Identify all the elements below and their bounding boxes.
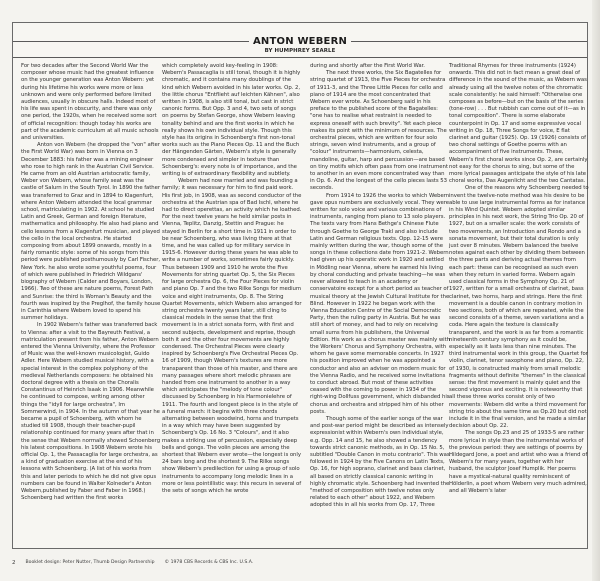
article-byline: BY HUMPHREY SEARLE (264, 48, 336, 54)
article-title: ANTON WEBERN (252, 35, 348, 47)
title-rule-left (13, 41, 249, 42)
paragraph: Traditional Rhymes for three instruments (1924) onwards. This did not in fact mean a great deal of difference in the sound of the music, as Webern was already using all the twelve notes of the chromatic scale consistently: he said himself: "Otherwise one composes as before—but on the basis of the series (tone-row) . . . But rubbish can come out of it—as in tonal composition". There is some elaborate counterpoint in Op. 17 and some expressive vocal writing in Op. 18, Three Songs for voice, E flat clarinet and guitar (1925). Op. 19 (1926) consists of two choral settings of Goethe poems with an accompaniment of five instruments. These, Webern's first choral works since Op. 2, are certainly not easy for the chorus to sing, but some of the more lyrical passages anticipate the style of his late choral works, Das Augenlicht and the two Cantatas. (449, 63, 588, 185)
design-credits: Booklet design: Peter Nutter, Thumb Design Partnership (25, 560, 155, 565)
paragraph: Though some of the earlier songs of the war and post-war period might be described as intensely expressionist within Webern's own individual style, e.g. Opp. 14 and 15, he also showed a tendency towards strict canonic methods, as in Op. 15 No. 5, subtitled "Double Canon in motu contrario". This was followed in 1924 by the Five Canons on Latin Texts, Op. 16, for high soprano, clarinet and bass clarinet, all based on strictly classical canonic writing in highly chromatic style. Schoenberg had invented the "method of composition with twelve notes only related to each other" about 1922, and Webern adopted this in all his works from Op. 17, Three (310, 415, 450, 509)
text-column-3 (310, 63, 450, 510)
paragraph: The next three works, the Six Bagatelles for string quartet of 1913, the Five Pieces for orchestra of 1911-3, and the Three Little Pieces for cello and piano of 1914 are the most concentrated that Webern ever wrote. As Schoenberg said in his preface to the published score of the Bagatelles: "one has to realise what restraint is needed to express oneself with such brevity". Yet each piece makes its point with the minimum of resources. The orchestral pieces, which are written for four solo strings, seven wind instruments, and a group of "colour" instruments—harmonium, celesta, mandoline, guitar, harp and percussion—are based on tiny motifs which often pass from one instrument to another in an even more concentrated way than in Op. 6. And the longest of the cello pieces lasts 53 seconds. (310, 70, 448, 192)
paragraph: For two decades after the Second World War the composer whose music had the greatest influence on the younger generation was Anton Webern: yet during his lifetime his works were more or less unknown and were only performed before limited audiences, usually in obscure halls. Indeed most of his life was spent in obscurity, and there was only one period, the 1920s, when he received some sort of official recognition: though today his works are part of the academic curriculum at all music schools and universities. (21, 63, 159, 142)
paragraph: Webern had now married and was founding a family; it was necessary for him to find paid work. His first job, in 1908, was as second conductor of the orchestra at the Austrian spa of Bad Ischl, where he had to direct operettas, an activity which he loathed. For the next twelve years he held similar posts in Vienna, Teplitz, Danzig, Stettin and Prague: he stayed in Berlin for a short time in 1911 in order to be near Schoenberg, who was living there at that time, and he was called up for military service in 1915-6. However during these years he was able to write a number of works, sometimes fairly quickly. Thus between 1909 and 1910 he wrote the Five Movements for string quartet Op. 5, the Six Pieces for large orchestra Op. 6, the Four Pieces for violin and piano Op. 7 and the two Rilke Songs for medium voice and eight instruments, Op. 8. The String Quartet Movements, which Webern also arranged for string orchestra twenty years later, still cling to classical models in the sense that the first movement is in a strict sonata form, with first and second subjects, development and reprise, though both it and the other four movements are highly condensed. The Orchestral Pieces were clearly inspired by Schoenberg's Five Orchestral Pieces Op. 16 of 1909, though Webern's textures are more transparent than those of his master, and there are many passages where short melodic phrases are handed from one instrument to another in a way which anticipates the "melody of tone colour" discussed by Schoenberg in his Harmonielehre of 1911. The fourth and longest piece is in the style of a funeral march: it begins with three chords alternating between woodwind, horns and trumpets in a way which may have been suggested by Schoenberg's Op. 16 No. 3 "Colours", and it also makes a striking use of percussion, especially deep bells and gongs. The volin pieces are among the shortest that Webern ever wrote—the longest is only 24 bars long and the shortest 9. The Rilke songs show Webern's predilection for using a group of solo instruments to accompany long melodic lines in a more or less pointillistic way: this recurs in several of the sets of songs which he wrote (162, 178, 302, 494)
page-number: 2 (12, 560, 16, 566)
paragraph: One of the reasons why Schoenberg needed to invent the twelve-note method was his desire to be able to use large instrumental forms as for instance in his Wind Quintet. Webern adopted similar principles in his next work, the String Trio Op. 20 of 1927, but on a smaller scale: the work consists of two movements, an Introduction and Rondo and a sonata movement, but their total duration is only just over 8 minutes. Webern balanced the twelve notes against each other by dividing them between the three parts and deriving actual themes from each part: these can be recognised as such even when they return in varied forms. Webern again used classical forms in the Symphony Op. 21 of 1927, written for a small orchestra of clarinet, bass clarinet, two horns, harp and strings. Here the first movement is a double canon in contrary motion in two sections, both of which are repeated, while the second consists of a theme, seven variations and a coda. Here again the texture is classically transparent, and the work is as far from a romantic nineteenth century symphony as it could be, especially as it lasts less than nine minutes. The third instrumental work in this group, the Quartet for violin, clarinet, tenor saxophone and piano, Op. 22, of 1930, is constructed mainly from small melodic fragments without definite "themes" in the classical sense: the first movement is mainly quiet and the second vigorous and exciting. It is noteworthy that all these three works consist only of two movements: Webern did write a third movement for string trio about the same time as Op.20 but did not include it in the final version, and he made a similar decision about Op. 22. (449, 185, 589, 430)
paragraph: In 1902 Webern's father was transferred back to Vienna: after a visit to the Bayreuth Festival, a matriculation present from his father, Anton Webern entered the Vienna University, where the Professor of Music was the well-known musicologist, Guido Adler. Here Webern studied musical history, with a special interest in the complex polyphony of the medieval Netherlands composers: he obtained his doctoral degree with a thesis on the Choralis Constantinus of Heinrich Isaak in 1906. Meanwhile he continued to compose, writing among other things the "idyll for large orchestra", Im Sommerwind, in 1904. In the autumn of that year he became a pupil of Schoenberg, with whom he studied till 1908, though their teacher-pupil relationship continued for many years after that in the sense that Webern normally showed Schoenberg his latest compositions. In 1908 Webern wrote his official Op. 1, the Passacaglia for large orchestra, as a kind of graduation exercise at the end of his lessons with Schoenberg. (A list of his works from this and later periods to which he did not give opus numbers can be found in Walter Kolneder's Anton Webern,published by Faber and Faber in 1968.) Schoenberg had written the first works (21, 322, 161, 502)
paragraph: Anton von Webern (he dropped the "von" after the First World War) was born in Vienna on 3 December 1883: his father was a mining engineer who rose to high rank in the Austrian Civil Service. He came from an old Austrian aristocratic family, Weber von Webern, whose family seat was the castle of Salurn in the South Tyrol. In 1890 the father was transferred to Graz and in 1894 to Klagenfurt, where Anton Webern attended the local grammar school, matriculating in 1902. At school he studied Latin and Greek, German and foreign literature, mathematics and philosophy. He also had piano and cello lessons from a Klagenfurt musician, and played the cello in the local orchestra. He started composing from about 1899 onwards, mostly in a fairly romantic style: some of his songs from this period were published posthumously by Carl Fischer, New York. he also wrote some youthful poems, four of which were published in Friedrich Wildgans' biography of Webern (Calder and Boyars, London, 1966). Two of these are nature poems, Forest Path and Sunrise: the third is Woman's Beauty and the fourth was inspired by the Preglhof, the family house in Carinthia where Webern loved to spend his summer holidays. (21, 142, 161, 322)
paragraph: which completely avoid key-feeling in 1908: Webern's Passacaglia is still tonal, though it is highly chromatic, and it contains many doublings of the kind which Webern avoided in his later works. Op. 2, the little chorus "Entflieht auf leichten Kähnen", also written in 1908, is also still tonal, but cast in strict canonic forms. But Opp. 3 and 4, two sets of songs on poems by Stefan George, show Webern leaving tonality behind and are the first works in which he really shows his own individual style. Though this style has its origins in Schoenberg's first non-tonal works such as the Piano Pieces Op. 11 and the Buch der Hängenden Gärten, Webern's style is generally more condensed and simpler in texture than Schoenberg's: every note is of importance, and the writing is of extraordinary flexibility and subtlety. (162, 63, 301, 178)
article-frame (12, 22, 588, 549)
page-edge-shadow (592, 0, 600, 581)
text-column-1 (21, 63, 161, 502)
title-row (13, 35, 587, 47)
text-column-2 (162, 63, 302, 495)
paragraph: From 1914 to 1926 the works to which Webern gave opus numbers are exclusively vocal. They were written for solo voice and various combinations of instruments, ranging from piano to 13 solo players. The texts vary from Hans Bethge's Chinese Flute through Goethe to George Trakl and also include Latin and German religious texts. Opp. 12-15 were mainly written during the war, though some of the songs in these collections date from 1921-2. Webern had given up his operatic work in 1920 and settled in Mödling near Vienna, where he earned his living by choral conducting and private teaching—he was never allowed to teach in an academy or conservatoire except for a short period as teacher of musical theory at the Jewish Cultural Institute for the Blind. However in 1922 he began work with the Vienna Education Centre of the Social Democratic Party, then the ruling party in Austria. But he was still short of money, and had to rely on receiving small sums from his publishers, the Universal Edition. His work as a chorus master was mainly with the Workers' Chorus and Symphony Orchestra, with whom he gave some memorable concerts. In 1927 his position improved when he was appointed a conductor and also an adviser on modern music for the Vienna Radio, and he received some invitations to conduct abroad. But most of these activities ceased with the coming to power in 1934 of the right-wing Dollfuss government, which disbanded his chorus and orchestra and stripped him of his other posts. (310, 192, 450, 415)
title-rule-right (351, 41, 587, 42)
paragraph: during and shortly after the First World War. (310, 63, 425, 69)
copyright-notice: © 1978 CBS Records & CBS Inc. U.S.A. (164, 560, 254, 565)
text-column-4 (449, 63, 589, 495)
header-divider (13, 57, 587, 58)
paragraph: The songs Op.23 and 25 of 1933-5 are rather more lyrical in style than the instrumental works of the previous period: they are settings of poems by Hildegard Jone, a poet and artist who was a friend of Webern's for many years, together with her husband, the sculptor Josef Humplik. Her poems have a mystical-natural quality reminiscent of Hölderlin, a poet whom Webern very much admired, and all Webern's later (449, 430, 588, 494)
page-footer (12, 560, 253, 566)
